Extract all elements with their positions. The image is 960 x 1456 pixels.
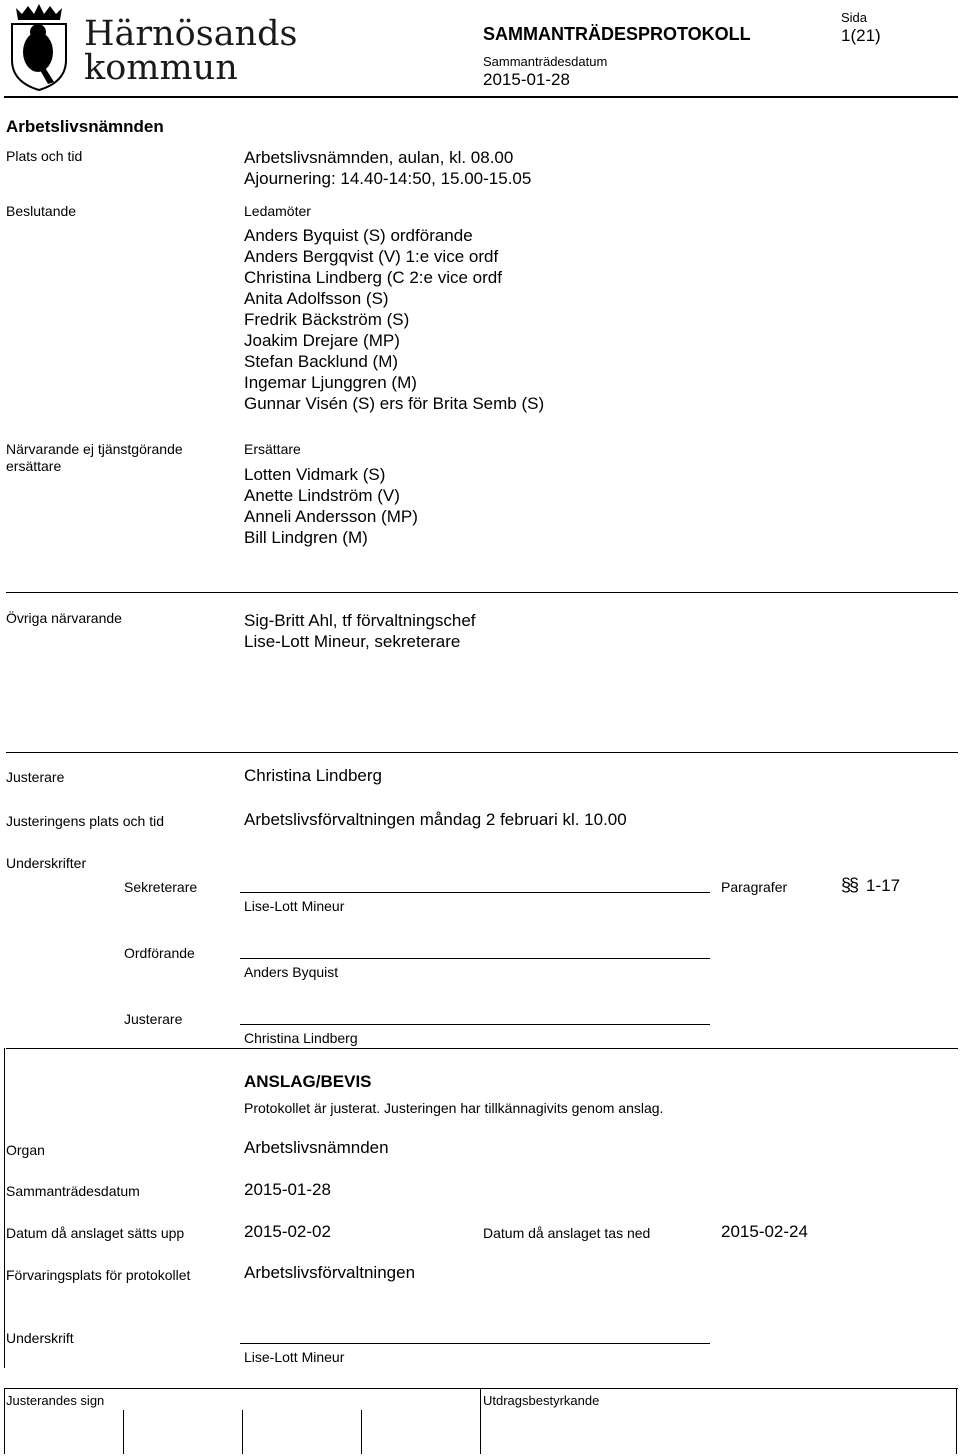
sign-box-divider: [480, 1388, 481, 1454]
justerare-label: Justerare: [6, 769, 65, 785]
section-divider: [6, 752, 958, 753]
sign-box-divider: [242, 1410, 243, 1454]
sekreterare-signature-line: [240, 892, 710, 893]
justeringens-value: Arbetslivsförvaltningen måndag 2 februari kl. 10.00: [244, 810, 627, 829]
plats-line: Ajournering: 14.40-14:50, 15.00-15.05: [244, 169, 532, 188]
ledamoter-list: [244, 225, 544, 414]
doc-title: SAMMANTRÄDESPROTOKOLL: [483, 24, 751, 44]
list-item: Sig-Britt Ahl, tf förvaltningschef: [244, 611, 476, 630]
anslag-text: Protokollet är justerat. Justeringen har tillkännagivits genom anslag.: [244, 1100, 664, 1116]
plats-line: Arbetslivsnämnden, aulan, kl. 08.00: [244, 148, 514, 167]
coat-of-arms-icon: [4, 2, 74, 92]
anslag-ned-label: Datum då anslaget tas ned: [483, 1225, 651, 1241]
utdragsbestyrkande-label: Utdragsbestyrkande: [483, 1393, 600, 1408]
underskrifter-label: Underskrifter: [6, 855, 87, 871]
date-value: 2015-01-28: [483, 70, 570, 89]
ordforande-label: Ordförande: [124, 945, 195, 961]
narvarande-label: [6, 441, 183, 475]
anslag-frame-left: [4, 1048, 5, 1368]
logo-text-line2: kommun: [84, 48, 238, 88]
forvaring-label: Förvaringsplats för protokollet: [6, 1267, 191, 1283]
ovriga-label: Övriga närvarande: [6, 610, 122, 626]
anslag-upp-label: Datum då anslaget sätts upp: [6, 1225, 185, 1241]
sekreterare-name: Lise-Lott Mineur: [244, 898, 345, 914]
list-item: Lotten Vidmark (S): [244, 465, 386, 484]
sign-box-divider: [361, 1410, 362, 1454]
section-divider: [6, 1048, 958, 1049]
beslutande-label: Beslutande: [6, 203, 77, 219]
footer-top-rule: [4, 1388, 958, 1389]
justerare-sign-label: Justerare: [124, 1011, 183, 1027]
justerandes-sign-label: Justerandes sign: [6, 1393, 105, 1408]
justerare-value: Christina Lindberg: [244, 766, 382, 785]
justeringens-label: Justeringens plats och tid: [6, 813, 164, 829]
list-item: Ingemar Ljunggren (M): [244, 373, 417, 392]
ordforande-name: Anders Byquist: [244, 964, 339, 980]
narvarande-label-line: Närvarande ej tjänstgörande: [6, 441, 183, 457]
list-item: Anneli Andersson (MP): [244, 507, 418, 526]
list-item: Gunnar Visén (S) ers för Brita Semb (S): [244, 394, 545, 413]
list-item: Anita Adolfsson (S): [244, 289, 389, 308]
ledamoter-label: Ledamöter: [244, 203, 311, 219]
ersattare-list: [244, 464, 418, 548]
logo-text-line1: Härnösands: [84, 14, 298, 54]
anslag-ned-value: 2015-02-24: [721, 1222, 808, 1241]
list-item: Lise-Lott Mineur, sekreterare: [244, 632, 461, 651]
committee-name: Arbetslivsnämnden: [6, 117, 164, 136]
organ-value: Arbetslivsnämnden: [244, 1138, 389, 1157]
underskrift-name: Lise-Lott Mineur: [244, 1349, 345, 1365]
ovriga-list: [244, 610, 476, 652]
justerare-sign-name: Christina Lindberg: [244, 1030, 358, 1046]
header-divider: [4, 96, 958, 98]
list-item: Fredrik Bäckström (S): [244, 310, 410, 329]
sekreterare-label: Sekreterare: [124, 879, 198, 895]
page-number: 1(21): [841, 26, 881, 45]
ersattare-label: Ersättare: [244, 441, 301, 457]
sign-box-divider: [123, 1410, 124, 1454]
paragrafer-symbol: §§: [841, 875, 858, 895]
anslag-title: ANSLAG/BEVIS: [244, 1072, 372, 1091]
sign-box-divider: [956, 1388, 957, 1454]
forvaring-value: Arbetslivsförvaltningen: [244, 1263, 416, 1282]
list-item: Anette Lindström (V): [244, 486, 400, 505]
sammantradesdatum-value: 2015-01-28: [244, 1180, 331, 1199]
list-item: Stefan Backlund (M): [244, 352, 399, 371]
sign-box-divider: [4, 1388, 5, 1454]
organ-label: Organ: [6, 1142, 45, 1158]
date-label: Sammanträdesdatum: [483, 54, 608, 69]
list-item: Christina Lindberg (C 2:e vice ordf: [244, 268, 502, 287]
municipal-logo: [4, 2, 298, 92]
page-label: Sida: [841, 10, 868, 25]
plats-values: [244, 147, 531, 189]
underskrift-signature-line: [240, 1343, 710, 1344]
paragrafer-value: 1-17: [866, 876, 901, 895]
sammantradesdatum-label: Sammanträdesdatum: [6, 1183, 140, 1199]
list-item: Anders Bergqvist (V) 1:e vice ordf: [244, 247, 499, 266]
ordforande-signature-line: [240, 958, 710, 959]
justerare-signature-line: [240, 1024, 710, 1025]
list-item: Anders Byquist (S) ordförande: [244, 226, 473, 245]
list-item: Bill Lindgren (M): [244, 528, 368, 547]
paragrafer-label: Paragrafer: [721, 879, 788, 895]
anslag-upp-value: 2015-02-02: [244, 1222, 331, 1241]
underskrift-label: Underskrift: [6, 1330, 74, 1346]
list-item: Joakim Drejare (MP): [244, 331, 400, 350]
section-divider: [6, 592, 958, 593]
plats-label: Plats och tid: [6, 148, 83, 164]
narvarande-label-line: ersättare: [6, 458, 62, 474]
